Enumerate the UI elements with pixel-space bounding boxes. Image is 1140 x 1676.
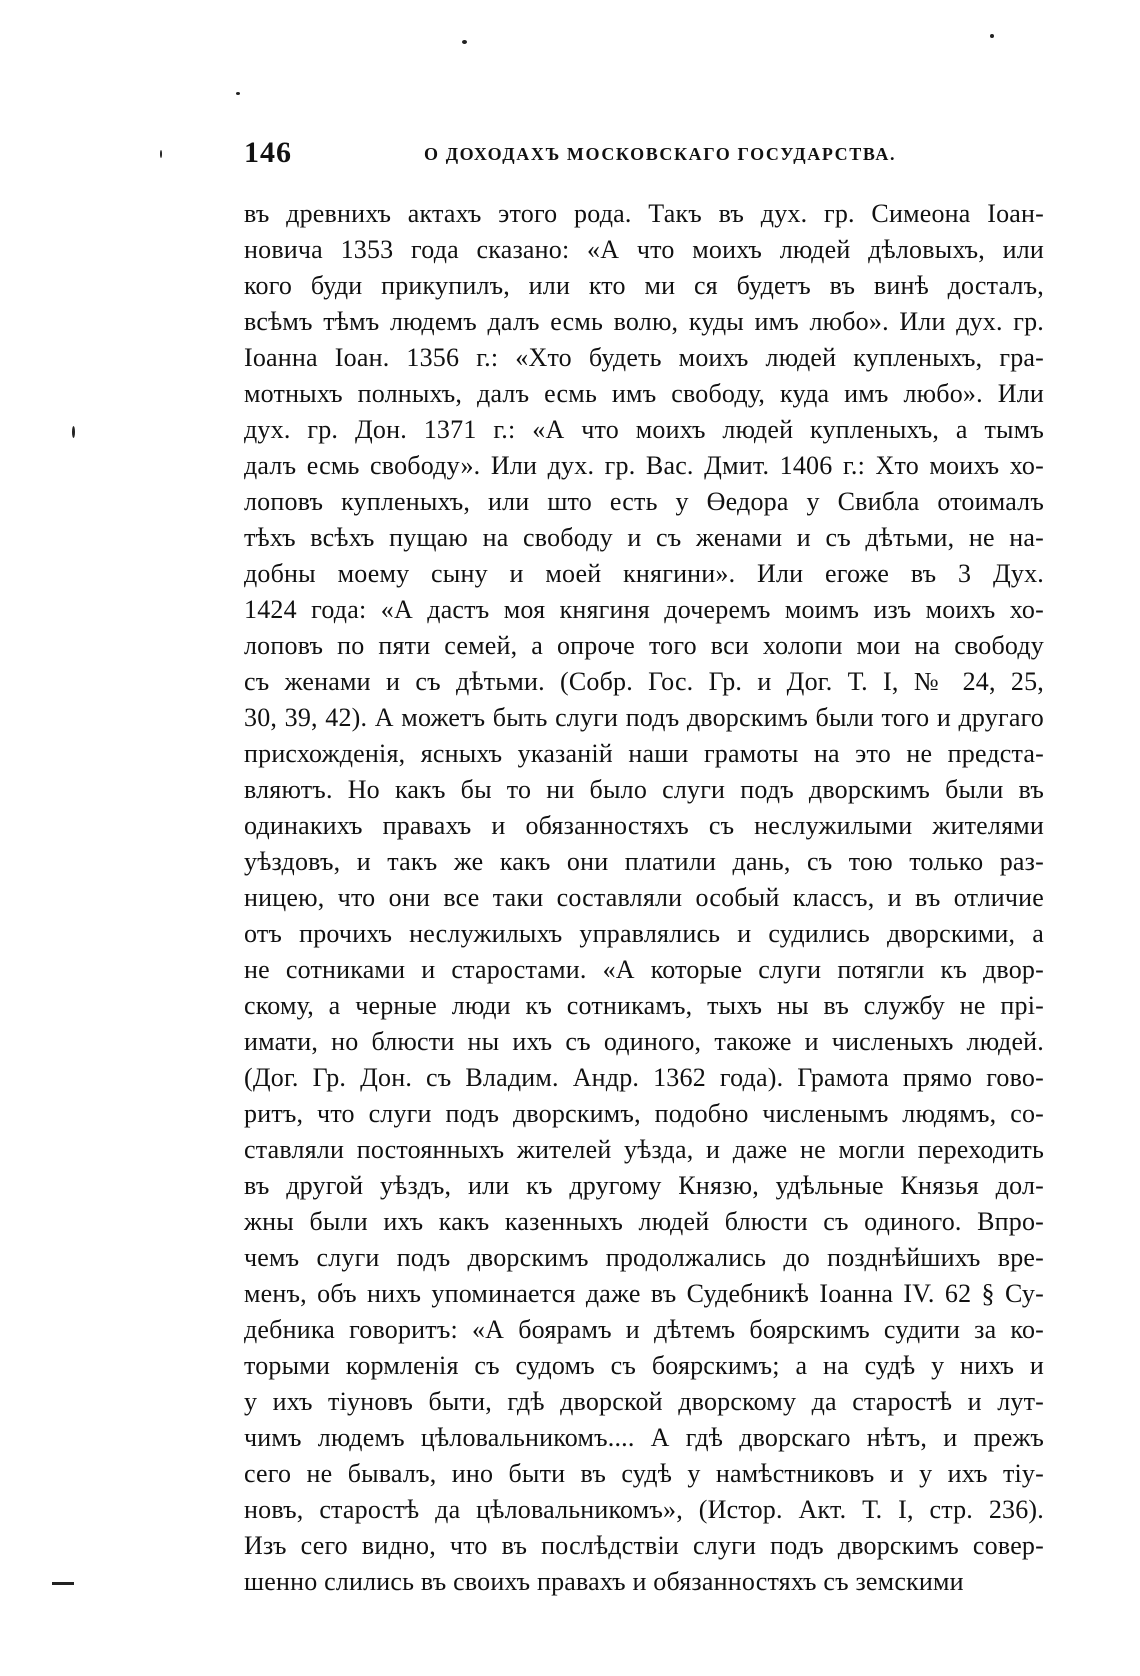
text-line: лоповъ купленыхъ, или што есть у Өедора у Свибла отоималъ (244, 487, 1044, 516)
text-line: уѣздовъ, и такъ же какъ они платили дань, съ тою только раз- (244, 847, 1044, 876)
text-line: новъ, старостѣ да цѣловальникомъ», (Истор. Акт. Т. I, стр. 236). (244, 1495, 1044, 1524)
text-line: тѣхъ всѣхъ пущаю на свободу и съ женами и съ дѣтьми, не на- (244, 523, 1044, 552)
print-speck (236, 92, 240, 95)
text-line: добны моему сыну и моей княгини». Или егоже въ 3 Дух. (244, 559, 1044, 588)
text-line: съ женами и съ дѣтьми. (Собр. Гос. Гр. и Дог. Т. I, № 24, 25, (244, 667, 1044, 696)
print-speck (990, 34, 994, 38)
text-line: въ древнихъ актахъ этого рода. Такъ въ дух. гр. Симеона Іоан- (244, 199, 1044, 228)
text-line: лоповъ по пяти семей, а опроче того вси холопи мои на свободу (244, 631, 1044, 660)
text-line: кого буди прикупилъ, или кто ми ся будетъ въ винѣ досталъ, (244, 271, 1044, 300)
text-line: присхожденія, ясныхъ указаній наши грамоты на это не предста- (244, 739, 1044, 768)
text-line: чемъ слуги подъ дворскимъ продолжались до позднѣйшихъ вре- (244, 1243, 1044, 1272)
text-line: мотныхъ полныхъ, далъ есмь имъ свободу, куда имъ любо». Или (244, 379, 1044, 408)
text-line: Іоанна Іоан. 1356 г.: «Хто будеть моихъ людей купленыхъ, гра- (244, 343, 1044, 372)
text-line: чимъ людемъ цѣловальникомъ.... А гдѣ дворскаго нѣтъ, и прежъ (244, 1423, 1044, 1452)
text-line: сего не бывалъ, ино быти въ судѣ у намѣстниковъ и у ихъ тіу- (244, 1459, 1044, 1488)
print-speck (462, 40, 467, 44)
text-line: у ихъ тіуновъ быти, гдѣ дворской дворскому да старостѣ и лут- (244, 1387, 1044, 1416)
print-speck (72, 426, 75, 438)
text-line: всѣмъ тѣмъ людемъ далъ есмь волю, куды имъ любо». Или дух. гр. (244, 307, 1044, 336)
print-speck (160, 150, 162, 158)
page-header (244, 136, 1044, 176)
text-line: шенно слились въ своихъ правахъ и обязанностяхъ съ земскими (244, 1567, 964, 1596)
text-line: далъ есмь свободу». Или дух. гр. Вас. Дмит. 1406 г.: Хто моихъ хо- (244, 451, 1044, 480)
text-line: 1424 года: «А дастъ моя княгиня дочеремъ моимъ изъ моихъ хо- (244, 595, 1044, 624)
text-line: новича 1353 года сказано: «А что моихъ людей дѣловыхъ, или (244, 235, 1044, 264)
text-line: имати, но блюсти ны ихъ съ одиного, такоже и численыхъ людей. (244, 1027, 1044, 1056)
text-line: менъ, объ нихъ упоминается даже въ Судебникѣ Іоанна IV. 62 § Су- (244, 1279, 1044, 1308)
text-line: ставляли постоянныхъ жителей уѣзда, и даже не могли переходить (244, 1135, 1044, 1164)
text-line: ритъ, что слуги подъ дворскимъ, подобно численымъ людямъ, со- (244, 1099, 1044, 1128)
text-line: жны были ихъ какъ казенныхъ людей блюсти съ одиного. Впро- (244, 1207, 1044, 1236)
text-line: ницею, что они все таки составляли особый классъ, и въ отличие (244, 883, 1044, 912)
text-line: вляютъ. Но какъ бы то ни было слуги подъ дворскимъ были въ (244, 775, 1044, 804)
running-title: О ДОХОДАХЪ МОСКОВСКАГО ГОСУДАРСТВА. (424, 144, 897, 164)
text-line: 30, 39, 42). А можетъ быть слуги подъ дворскимъ были того и другаго (244, 703, 1044, 732)
page-number: 146 (244, 136, 292, 169)
text-line: Изъ сего видно, что въ послѣдствіи слуги подъ дворскимъ совер- (244, 1531, 1044, 1560)
text-line: не сотниками и старостами. «А которые слуги потягли къ двор- (244, 955, 1044, 984)
text-line: (Дог. Гр. Дон. съ Владим. Андр. 1362 года). Грамота прямо гово- (244, 1063, 1044, 1092)
text-line: дух. гр. Дон. 1371 г.: «А что моихъ людей купленыхъ, а тымъ (244, 415, 1044, 444)
margin-mark (52, 1582, 74, 1585)
text-line: торыми кормленія съ судомъ съ боярскимъ; а на судѣ у нихъ и (244, 1351, 1044, 1380)
text-line: дебника говоритъ: «А боярамъ и дѣтемъ боярскимъ судити за ко- (244, 1315, 1044, 1344)
text-line: скому, а черные люди къ сотникамъ, тыхъ ны въ службу не прі- (244, 991, 1044, 1020)
text-line: одинакихъ правахъ и обязанностяхъ съ неслужилыми жителями (244, 811, 1044, 840)
text-line: отъ прочихъ неслужилыхъ управлялись и судились дворскими, а (244, 919, 1044, 948)
text-line: въ другой уѣздъ, или къ другому Князю, удѣльные Князья дол- (244, 1171, 1044, 1200)
body-text (244, 196, 1044, 1600)
